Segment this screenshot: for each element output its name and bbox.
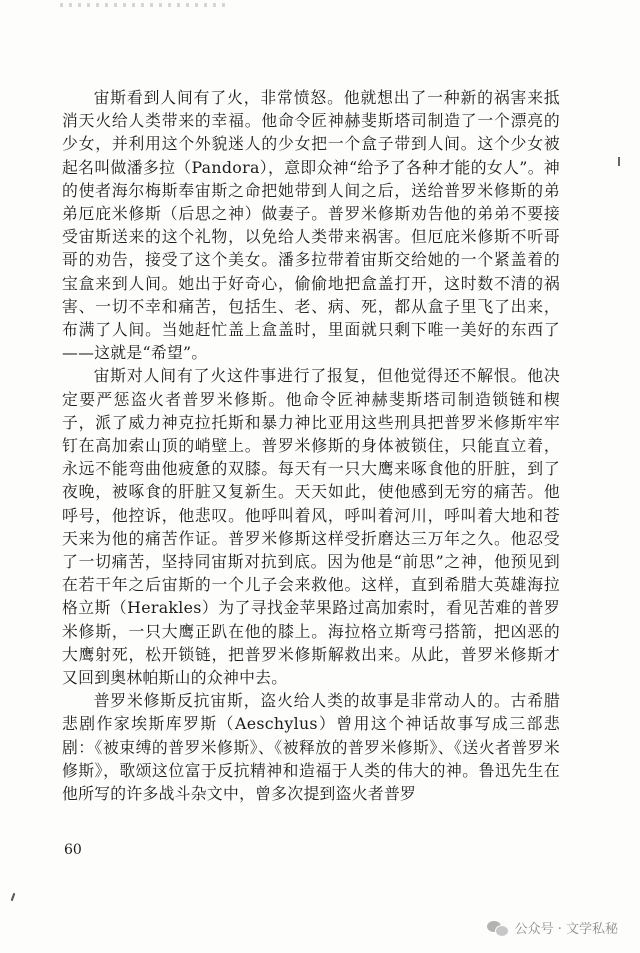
page-number: 60 bbox=[64, 842, 82, 858]
paragraph-3: 普罗米修斯反抗宙斯，盗火给人类的故事是非常动人的。古希腊悲剧作家埃斯库罗斯（Aeschylus）曾用这个神话故事写成三部悲剧：《被束缚的普罗米修斯》、《被释放的普罗米修斯》、《送火者普罗米修斯》，歌颂这位富于反抗精神和造福于人类的伟大的神。鲁迅先生在他所写的许多战斗杂文中，曾多次提到盗火者普罗 bbox=[62, 691, 560, 804]
margin-mark bbox=[618, 157, 620, 166]
body-text bbox=[62, 86, 560, 805]
scan-artifact bbox=[60, 3, 230, 7]
wechat-icon bbox=[487, 920, 509, 936]
scan-mark bbox=[11, 893, 16, 901]
paragraph-2: 宙斯对人间有了火这件事进行了报复，但他觉得还不解恨。他决定要严惩盗火者普罗米修斯。他命令匠神赫斐斯塔司制造锁链和楔子，派了威力神克拉托斯和暴力神比亚用这些刑具把普罗米修斯牢牢钉在高加索山顶的峭壁上。普罗米修斯的身体被锁住，只能直立着，永远不能弯曲他疲惫的双膝。每天有一只大鹰来啄食他的肝脏，到了夜晚，被啄食的肝脏又复新生。天天如此，使他感到无穷的痛苦。他呼号，他控诉，他悲叹。他呼叫着风，呼叫着河川，呼叫着大地和苍天来为他的痛苦作证。普罗米修斯这样受折磨达三万年之久。他忍受了一切痛苦，坚持同宙斯对抗到底。因为他是“前思”之神，他预见到在若干年之后宙斯的一个儿子会来救他。这样，直到希腊大英雄海拉格立斯（Herakles）为了寻找金苹果路过高加索时，看见苦难的普罗米修斯，一只大鹰正趴在他的膝上。海拉格立斯弯弓搭箭，把凶恶的大鹰射死，松开锁链，把普罗米修斯解救出来。从此，普罗米修斯才又回到奥林帕斯山的众神中去。 bbox=[62, 366, 560, 688]
watermark-text: 公众号 · 文学私秘 bbox=[514, 922, 618, 937]
watermark bbox=[487, 918, 618, 937]
paragraph-1: 宙斯看到人间有了火，非常愤怒。他就想出了一种新的祸害来抵消天火给人类带来的幸福。他命令匠神赫斐斯塔司制造了一个漂亮的少女，并利用这个外貌迷人的少女把一个盒子带到人间。这个少女被起名叫做潘多拉（Pandora），意即众神“给予了各种才能的女人”。神的使者海尔梅斯奉宙斯之命把她带到人间之后，送给普罗米修斯的弟弟厄庇米修斯（后思之神）做妻子。普罗米修斯劝告他的弟弟不要接受宙斯送来的这个礼物，以免给人类带来祸害。但厄庇米修斯不听哥哥的劝告，接受了这个美女。潘多拉带着宙斯交给她的一个紧盖着的宝盒来到人间。她出于好奇心，偷偷地把盒盖打开，这时数不清的祸害、一切不幸和痛苦，包括生、老、病、死，都从盒子里飞了出来，布满了人间。当她赶忙盖上盒盖时，里面就只剩下唯一美好的东西了——这就是“希望”。 bbox=[62, 88, 560, 363]
